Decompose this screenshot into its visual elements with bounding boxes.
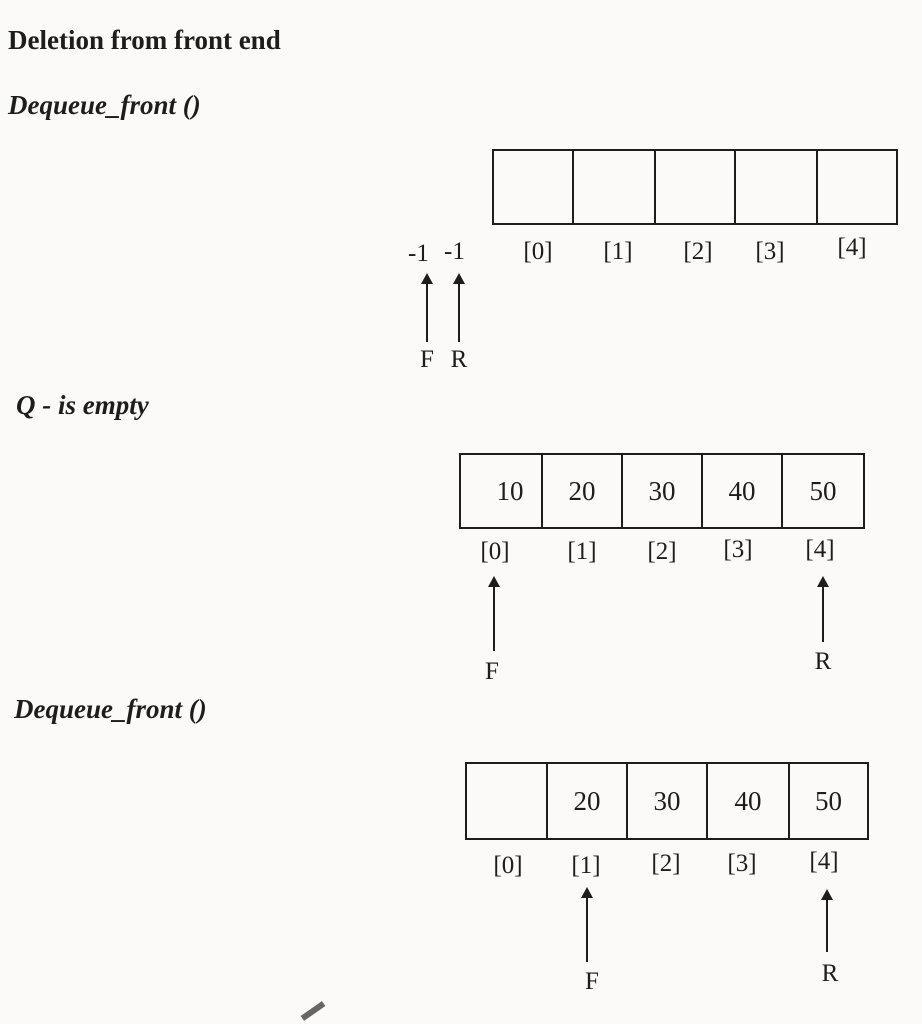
index-label-2: [2] [651, 850, 681, 877]
queue-cell-4: 50 [809, 475, 837, 506]
page-title: Deletion from front end [8, 25, 281, 55]
index-label-3: [3] [755, 238, 785, 265]
index-label-1: [1] [567, 538, 597, 565]
scan-mark [301, 1001, 326, 1021]
queue-cell-1: 20 [548, 764, 628, 838]
queue-cell-1: 20 [543, 455, 623, 527]
index-label-4: [4] [837, 234, 867, 261]
index-label-0: [0] [493, 852, 523, 879]
front-pointer-label: F [585, 968, 599, 995]
rear-pointer-label: R [821, 960, 839, 987]
rear-pointer-arrow [822, 585, 824, 642]
queue-cell-3: 40 [708, 764, 790, 838]
index-label-1: [1] [571, 852, 601, 879]
queue-cell-0: 10 [461, 455, 543, 527]
queue-cell-2 [656, 151, 736, 223]
front-pointer-arrow [426, 282, 428, 342]
front-pointer-arrow [586, 896, 588, 962]
rear-pointer-arrow [826, 898, 828, 952]
front-pointer-arrow [493, 585, 495, 651]
rear-index-value: -1 [444, 238, 465, 265]
front-pointer-label: F [420, 346, 434, 373]
queue-cell-2: 30 [628, 764, 708, 838]
rear-pointer-label: R [450, 346, 468, 373]
front-index-value: -1 [408, 240, 429, 267]
queue-cell-3: 40 [703, 455, 783, 527]
queue-array-empty [492, 149, 898, 225]
queue-array-after-dequeue [465, 762, 869, 840]
index-label-2: [2] [647, 538, 677, 565]
index-label-0: [0] [523, 238, 553, 265]
index-label-1: [1] [603, 238, 633, 265]
queue-cell-1 [574, 151, 656, 223]
operation-dequeue-front-2: Dequeue_front () [14, 694, 207, 724]
index-label-4: [4] [805, 536, 835, 563]
queue-cell-4: 50 [815, 785, 842, 816]
rear-pointer-label: R [814, 648, 832, 675]
index-label-0: [0] [480, 538, 510, 565]
front-pointer-label: F [485, 658, 499, 685]
operation-dequeue-front-1: Dequeue_front () [8, 90, 201, 120]
rear-pointer-arrow [458, 282, 460, 342]
queue-empty-status: Q - is empty [16, 390, 149, 420]
index-label-2: [2] [683, 238, 713, 265]
queue-cell-0 [467, 764, 548, 838]
queue-cell-3 [736, 151, 818, 223]
queue-cell-0 [494, 151, 574, 223]
index-label-3: [3] [723, 536, 753, 563]
index-label-4: [4] [809, 848, 839, 875]
queue-array-full [459, 453, 865, 529]
index-label-3: [3] [727, 850, 757, 877]
queue-cell-2: 30 [623, 455, 703, 527]
queue-cell-4 [818, 151, 896, 223]
